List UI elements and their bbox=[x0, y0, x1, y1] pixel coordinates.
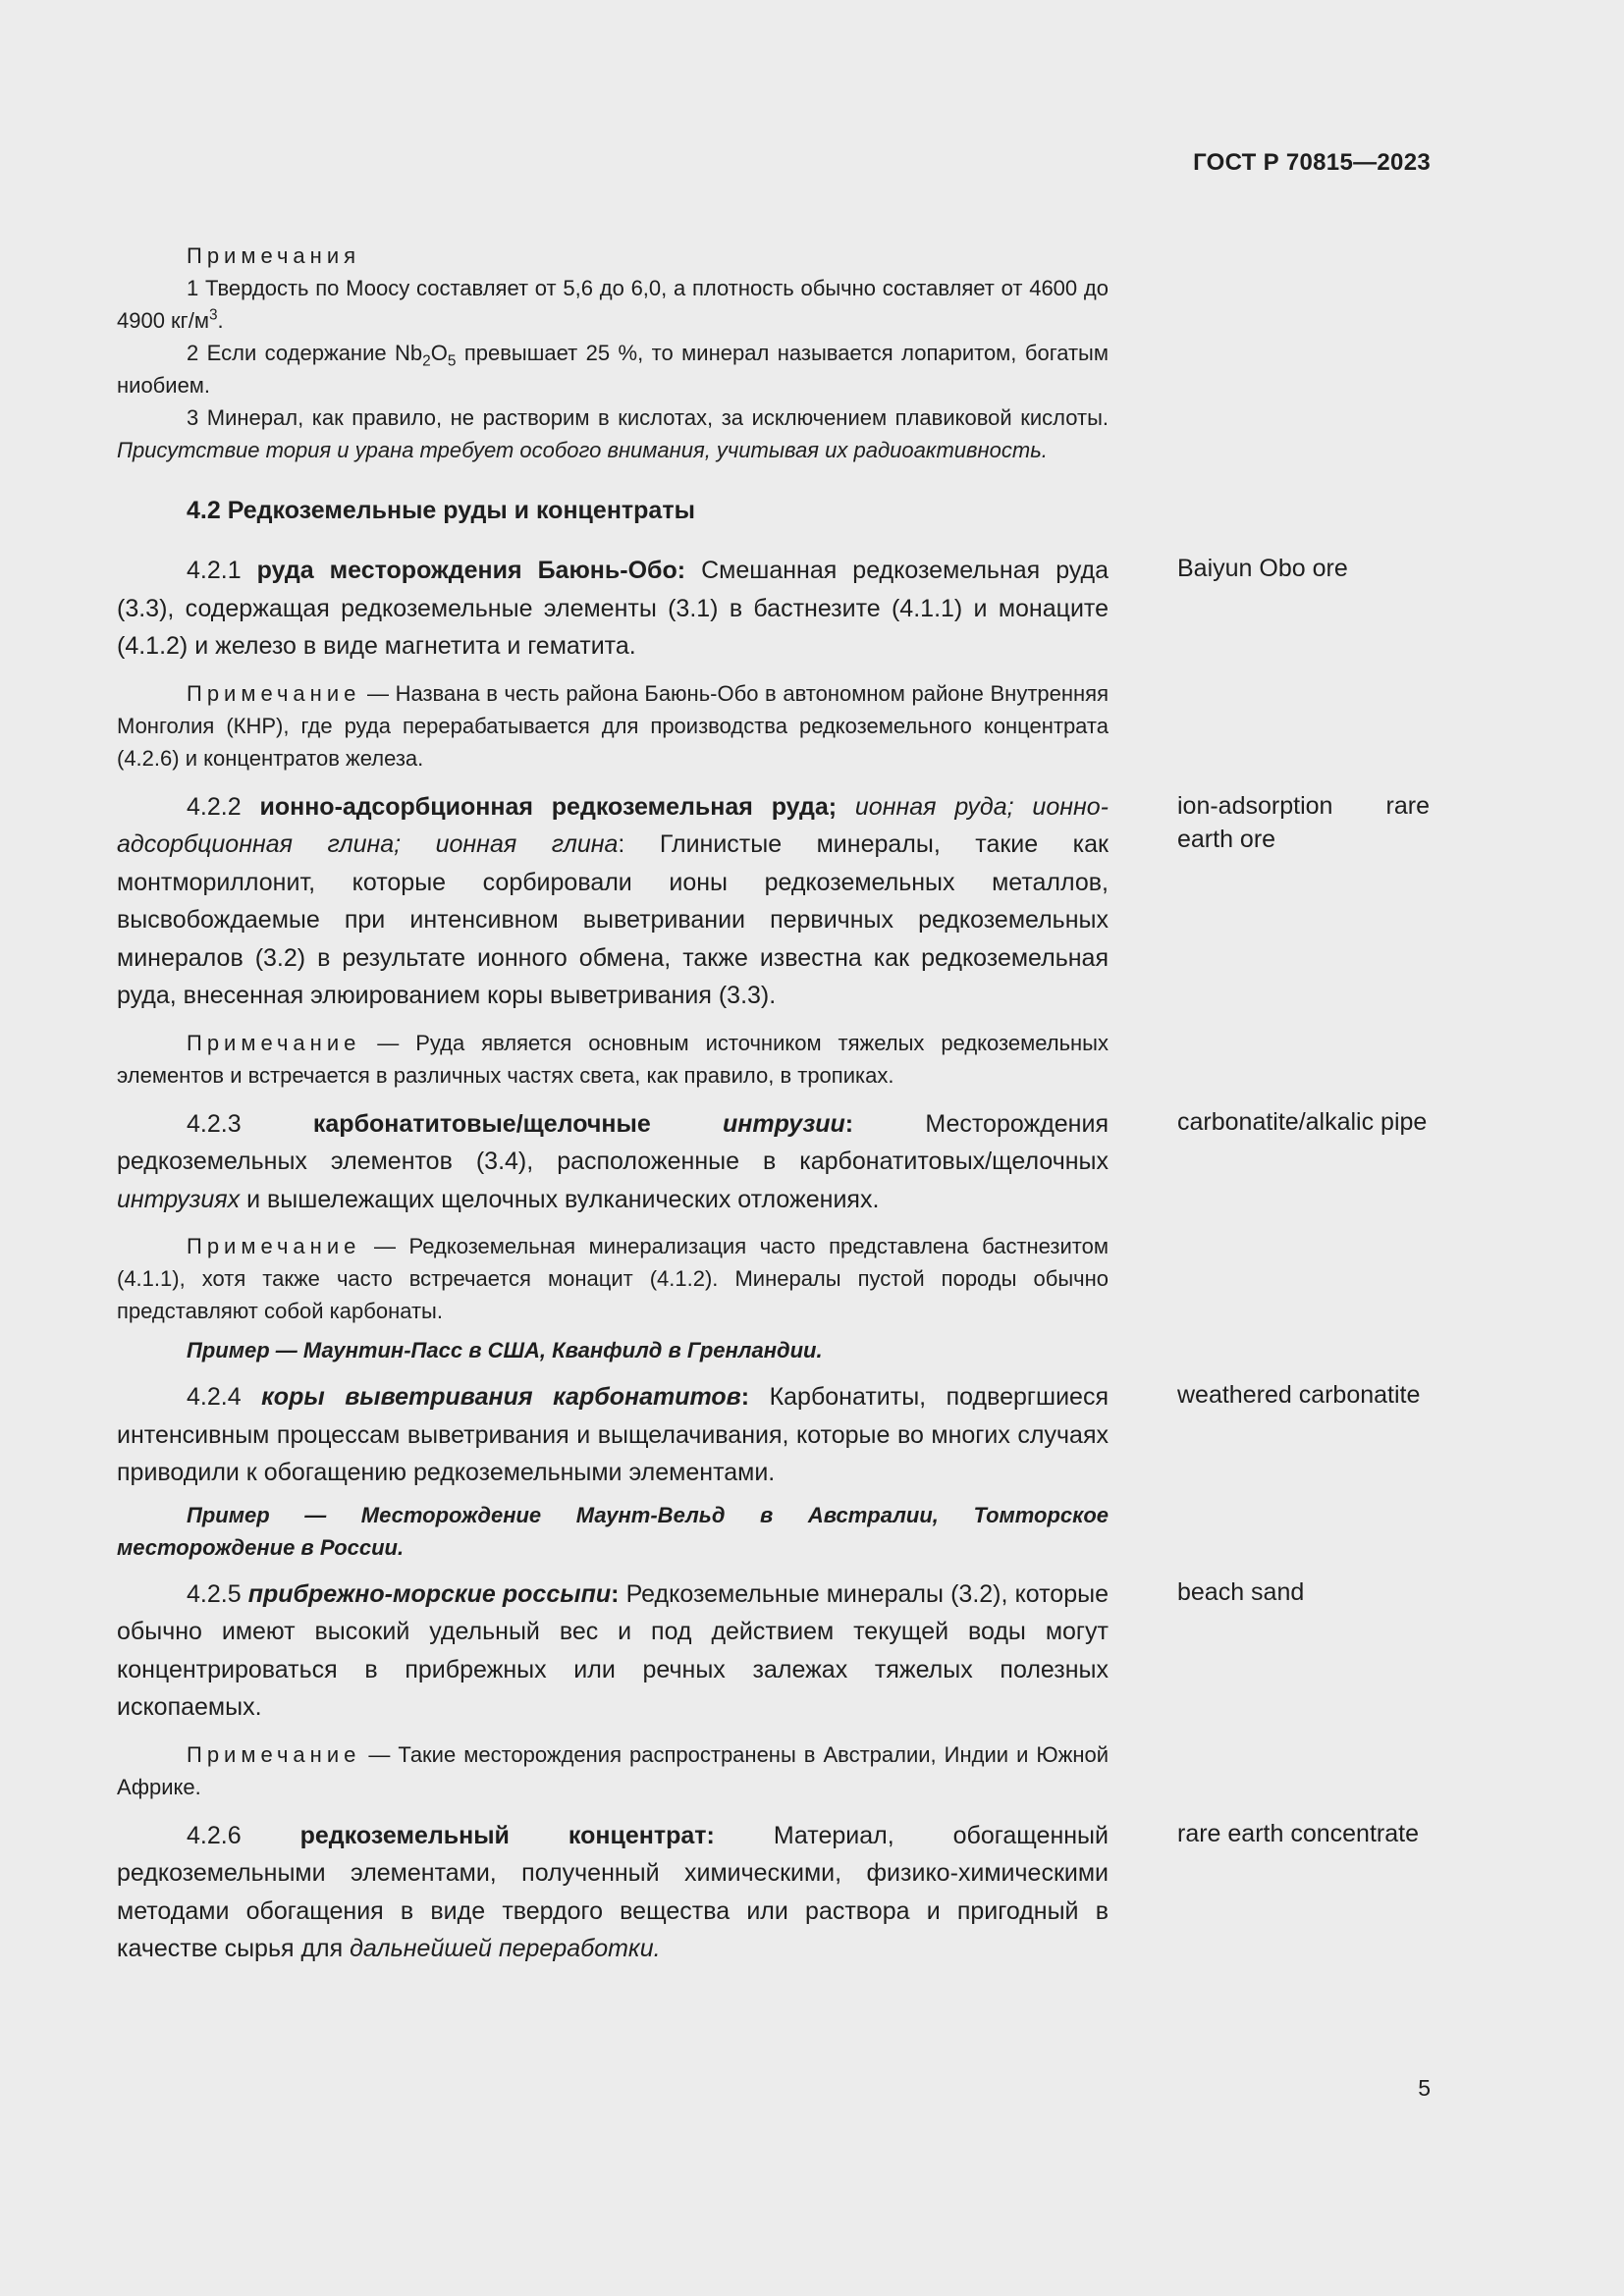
term-english: weathered carbonatite bbox=[1177, 1381, 1421, 1409]
term-note: Примечание — Руда является основным источником тяжелых редкоземельных элементов и встречается в различных частях света, как правило, в тропиках. bbox=[117, 1030, 1109, 1088]
term-entry-4-2-4 bbox=[117, 1378, 1421, 1564]
note-3: 3 Минерал, как правило, не растворим в кислотах, за исключением плавиковой кислоты. Присутствие тория и урана требует особого внимания, учитывая их радиоактивность. bbox=[117, 405, 1109, 462]
term-example: Пример — Месторождение Маунт-Вельд в Австралии, Томторское месторождение в России. bbox=[117, 1502, 1109, 1560]
term-note: Примечание — Такие месторождения распространены в Австралии, Индии и Южной Африке. bbox=[117, 1741, 1109, 1799]
term-entry-4-2-6 bbox=[117, 1817, 1419, 1968]
term-english: carbonatite/alkalic pipe bbox=[1177, 1107, 1428, 1136]
notes-title: Примечания bbox=[187, 243, 361, 268]
term-definition: 4.2.1 руда месторождения Баюнь-Обо: Смешанная редкоземельная руда (3.3), содержащая редкоземельные элементы (3.1) в бастнезите (4.1.1) и монаците (4.1.2) и железо в виде магнетита и гематита. bbox=[117, 557, 1109, 660]
term-entry-4-2-3 bbox=[117, 1105, 1428, 1367]
term-note: Примечание — Редкоземельная минерализация часто представлена бастнезитом (4.1.1), хотя также часто встречается монацит (4.1.2). Минералы пустой породы обычно представляют собой карбонаты. bbox=[117, 1234, 1109, 1323]
term-english: beach sand bbox=[1177, 1577, 1305, 1606]
note-2: 2 Если содержание $Nb_2O_5$ превышает 25 %, то минерал называется лопаритом, богатым ниобием. bbox=[117, 341, 1109, 398]
section-heading: 4.2 Редкоземельные руды и концентраты bbox=[187, 497, 695, 524]
term-note: Примечание — Названа в честь района Баюнь-Обо в автономном районе Внутренняя Монголия (КНР), где руда перерабатывается для производства редкоземельного концентрата (4.2.6) и концентратов железа. bbox=[117, 680, 1109, 771]
main-content bbox=[117, 240, 1430, 1968]
term-definition: 4.2.3 карбонатитовые/щелочные интрузии: Месторождения редкоземельных элементов (3.4), расположенные в карбонатитовых/щелочных интрузиях и вышележащих щелочных вулканических отложениях. bbox=[117, 1109, 1109, 1213]
term-definition: 4.2.2 ионно-адсорбционная редкоземельная руда; ионная руда; ионно-адсорбционная глина; ионная глина: Глинистые минералы, такие как монтмориллонит, которые сорбировали ионы редкоземельных металлов, высвобождаемые при интенсивном выветривании первичных редкоземельных минералов (3.2) в результате ионного обмена, также известна как редкоземельная руда, внесенная элюированием коры выветривания (3.3). bbox=[117, 792, 1109, 1009]
term-definition: 4.2.5 прибрежно-морские россыпи: Редкоземельные минералы (3.2), которые обычно имеют высокий удельный вес и под действием текущей воды могут концентрироваться в прибрежных или речных залежах тяжелых полезных ископаемых. bbox=[117, 1579, 1109, 1721]
term-english: Baiyun Obo ore bbox=[1177, 555, 1348, 582]
notes-block bbox=[117, 240, 1109, 466]
term-definition: 4.2.6 редкоземельный концентрат: Материал, обогащенный редкоземельными элементами, полученный химическими, физико-химическими методами обогащения в виде твердого вещества или раствора и пригодный в качестве сырья для дальнейшей переработки. bbox=[117, 1821, 1109, 1962]
term-entry-4-2-5 bbox=[117, 1575, 1305, 1803]
page-number: 5 bbox=[1418, 2075, 1431, 2101]
term-english: ion-adsorption rare earth ore bbox=[1177, 791, 1430, 853]
document-number: ГОСТ Р 70815—2023 bbox=[1193, 149, 1431, 176]
term-example: Пример — Маунтин-Пасс в США, Кванфилд в Гренландии. bbox=[187, 1338, 823, 1362]
term-entry-4-2-2 bbox=[117, 788, 1430, 1092]
term-entry-4-2-1 bbox=[117, 552, 1348, 774]
term-english: rare earth concentrate bbox=[1177, 1819, 1419, 1847]
term-definition: 4.2.4 коры выветривания карбонатитов: Карбонатиты, подвергшиеся интенсивным процессам выветривания и выщелачивания, которые во многих случаях приводили к обогащению редкоземельными элементами. bbox=[117, 1383, 1109, 1486]
note-1: 1 Твердость по Моосу составляет от 5,6 до 6,0, а плотность обычно составляет от 4600 до 4900 $кг/м^3$. bbox=[117, 276, 1109, 333]
